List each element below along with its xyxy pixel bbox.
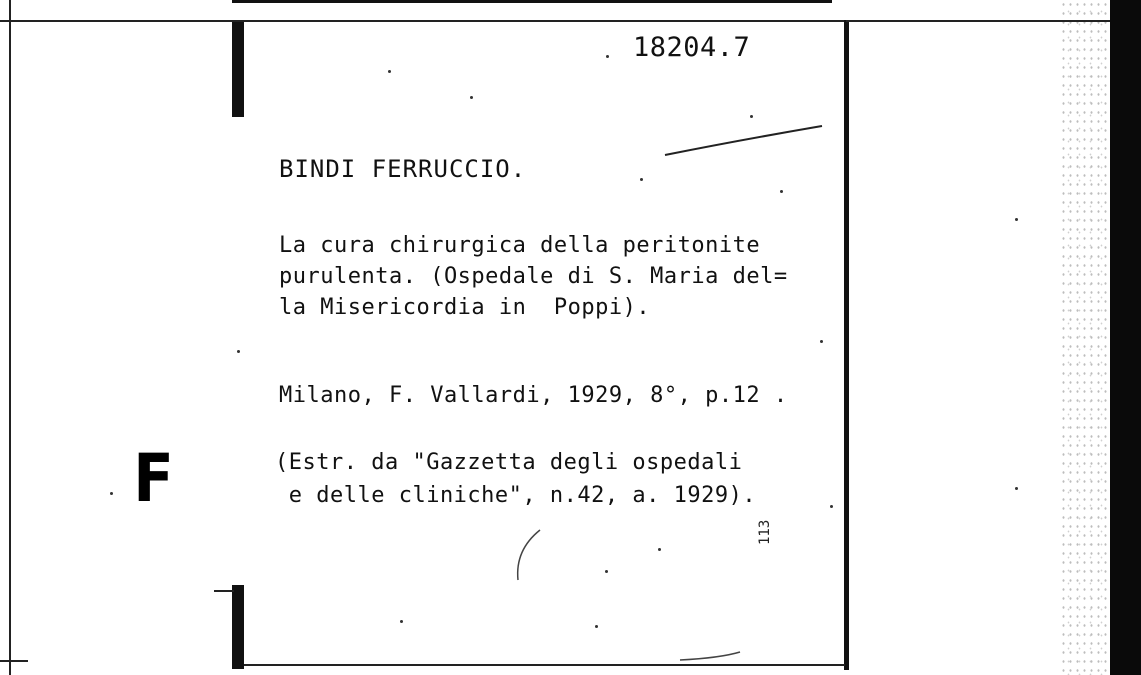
imprint-line: Milano, F. Vallardi, 1929, 8°, p.12 . [279,383,788,408]
title-line: la Misericordia in Poppi). [279,295,651,320]
note-line: e delle cliniche", n.42, a. 1929). [275,483,757,508]
pen-stroke [680,652,740,660]
call-number: 18204.7 [633,32,751,63]
author-heading: BINDI FERRUCCIO. [279,155,527,183]
pen-stroke [518,530,540,580]
side-index-letter: F [133,440,174,517]
stamp-mark: 113 [757,519,773,545]
note-line: (Estr. da "Gazzetta degli ospedali [275,450,743,475]
title-line: purulenta. (Ospedale di S. Maria del= [279,264,788,289]
pen-stroke [665,126,822,155]
title-line: La cura chirurgica della peritonite [279,233,761,258]
